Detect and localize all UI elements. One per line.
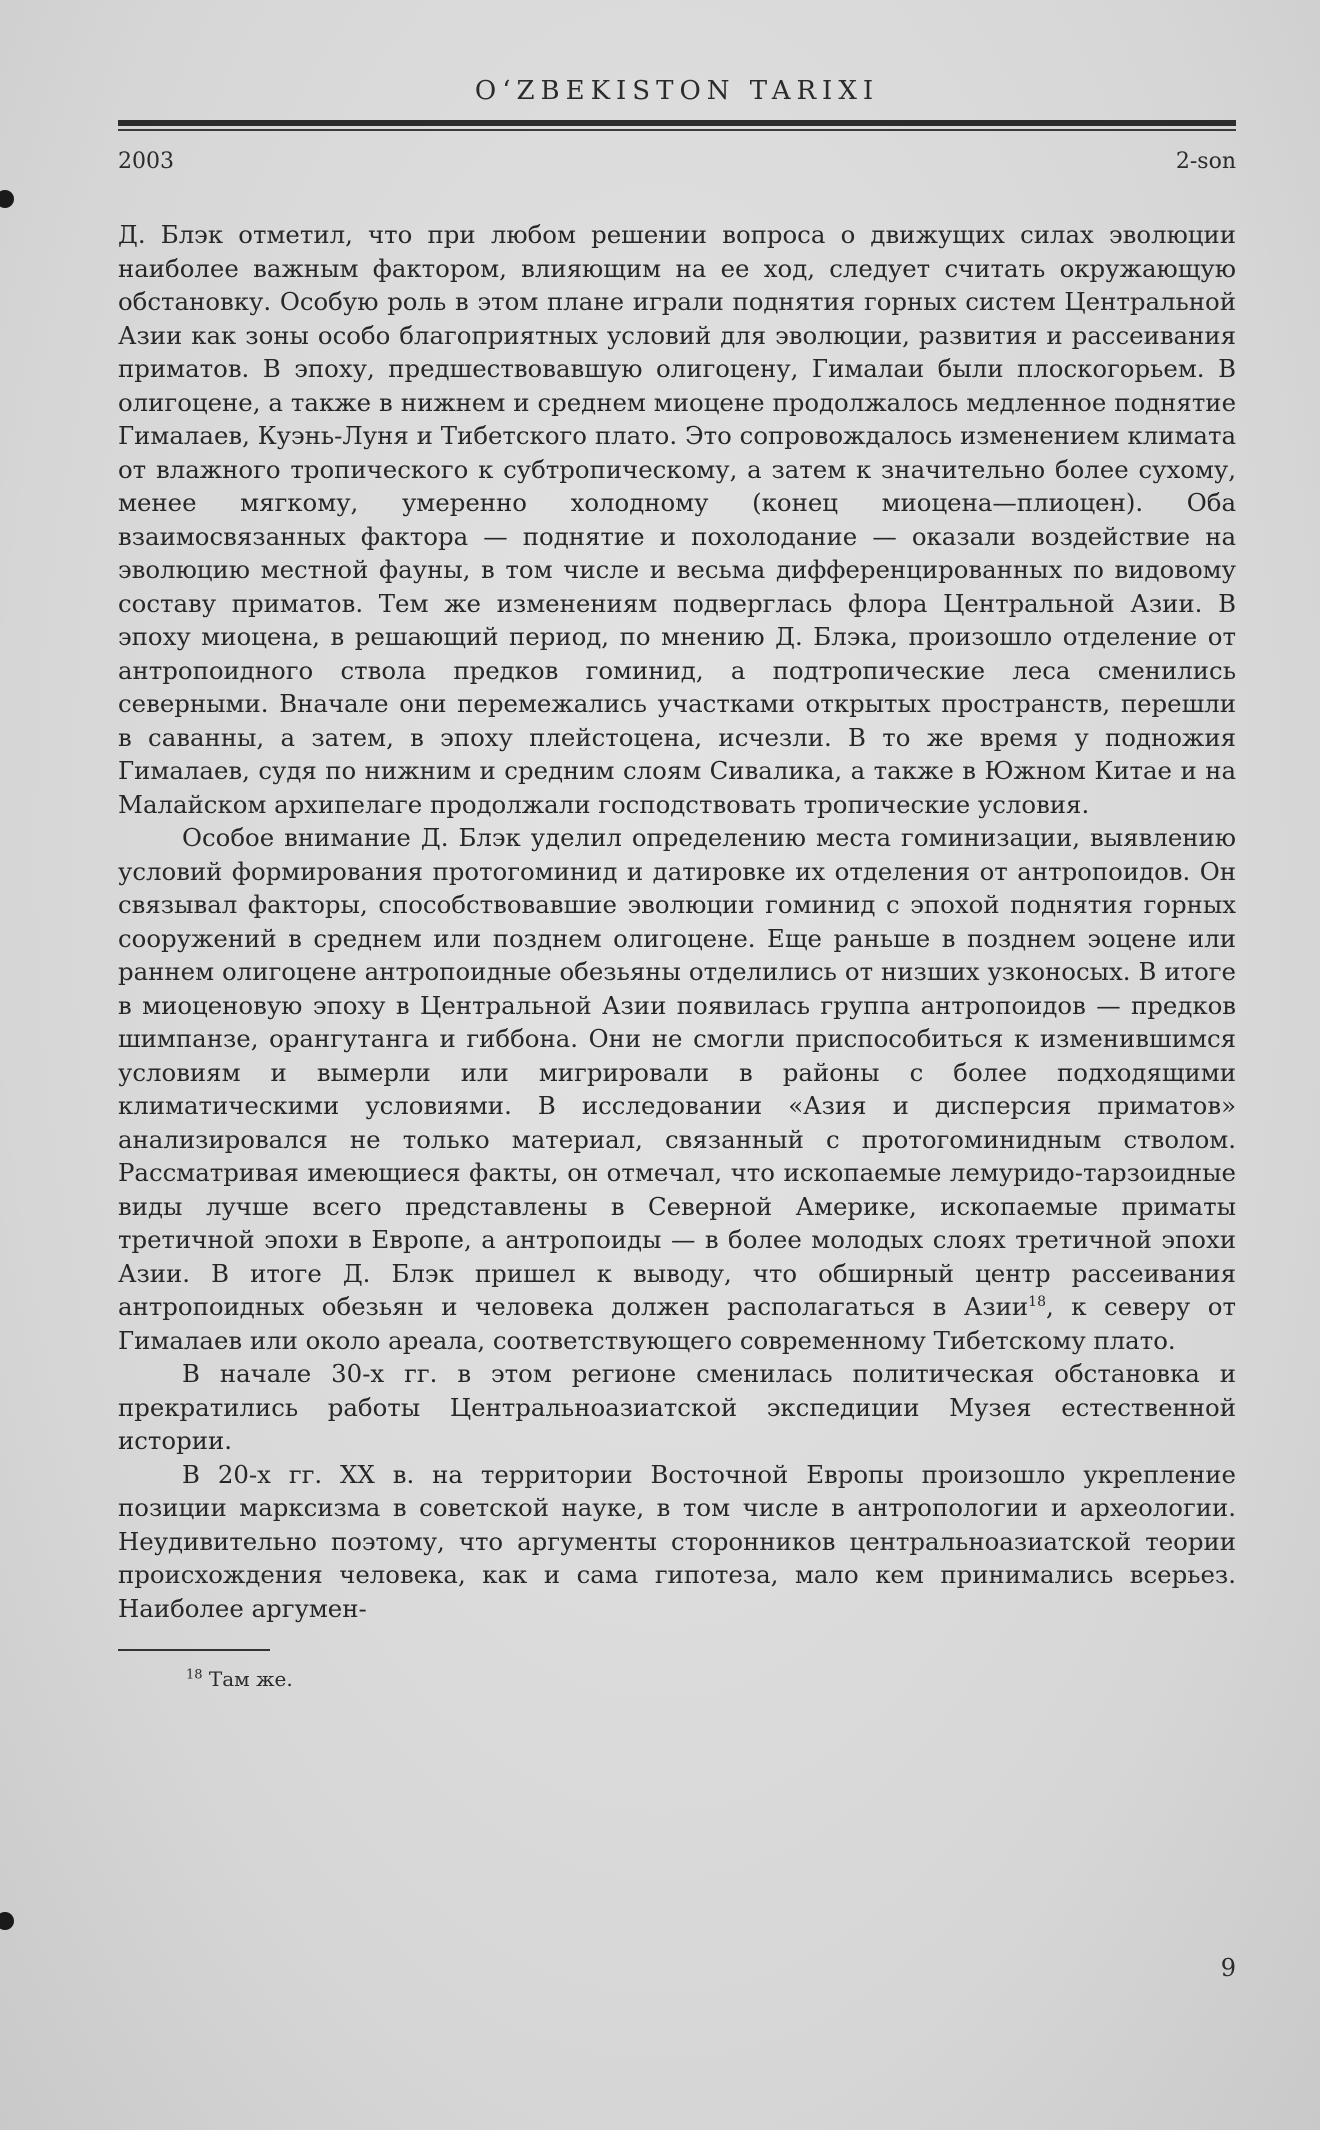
paragraph-3 xyxy=(118,1357,1236,1458)
footnote-text: Там же. xyxy=(208,1667,293,1691)
issue-year: 2003 xyxy=(118,149,174,174)
paragraph-1 xyxy=(118,218,1236,821)
footnote-number: 18 xyxy=(186,1667,203,1683)
paragraph-text: В 20-х гг. XX в. на территории Восточной Европы произошло укрепление позиции марксизма в советской науке, в том числе в антропологии и археологии. Неудивительно поэтому, что аргументы сторонников центральноазиатской теории происхождения человека, как и сама гипотеза, мало кем принимались всерьез. Наиболее аргумен- xyxy=(118,1459,1236,1623)
footnote xyxy=(186,1667,1236,1691)
journal-page xyxy=(118,70,1236,2090)
footnote-separator xyxy=(118,1649,270,1651)
header-rule-thick xyxy=(118,120,1236,126)
paragraph-text-continued: , к северу от Гималаев или около ареала, соответствующего современному Тибетскому плато. xyxy=(118,1292,1236,1355)
issue-number: 2-son xyxy=(1175,149,1236,174)
journal-title: OʻZBEKISTON TARIXI xyxy=(474,76,880,106)
page-number: 9 xyxy=(1220,1954,1236,1982)
footnote-reference: 18 xyxy=(1028,1293,1046,1310)
paragraph-text: Особое внимание Д. Блэк уделил определению места гоминизации, выявлению условий формирования протогоминид и датировке их отделения от антропоидов. Он связывал факторы, способствовавшие эволюции гоминид с эпохой поднятия горных сооружений в среднем или позднем олигоцене. Еще раньше в позднем эоцене или раннем олигоцене антропоидные обезьяны отделились от низших узконосых. В итоге в миоценовую эпоху в Центральной Азии появилась группа антропоидов — предков шимпанзе, орангутанга и гиббона. Они не смогли приспособиться к изменившимся условиям и вымерли или мигрировали в районы с более подходящими климатическими условиями. В исследовании «Азия и дисперсия приматов» анализировался не только материал, связанный с протогоминидным стволом. Рассматривая имеющиеся факты, он отмечал, что ископаемые лемуридо-тарзоидные виды лучше всего представлены в Северной Америке, ископаемые приматы третичной эпохи в Европе, а антропоиды — в более молодых слоях третичной эпохи Азии. В итоге Д. Блэк пришел к выводу, что обширный центр рассеивания антропоидных обезьян и человека должен располагаться в Азии xyxy=(118,823,1236,1321)
paragraph-2 xyxy=(118,821,1236,1357)
paragraph-4 xyxy=(118,1458,1236,1626)
paragraph-text: Д. Блэк отметил, что при любом решении вопроса о движущих силах эволюции наиболее важным фактором, влияющим на ее ход, следует считать окружающую обстановку. Особую роль в этом плане играли поднятия горных систем Центральной Азии как зоны особо благоприятных условий для эволюции, развития и рассеивания приматов. В эпоху, предшествовавшую олигоцену, Гималаи были плоскогорьем. В олигоцене, а также в нижнем и среднем миоцене продолжалось медленное поднятие Гималаев, Куэнь-Луня и Тибетского плато. Это сопровождалось изменением климата от влажного тропического к субтропическому, а затем к значительно более сухому, менее мягкому, умеренно холодному (конец миоцена—плиоцен). Оба взаимосвязанных фактора — поднятие и похолодание — оказали воздействие на эволюцию местной фауны, в том числе и весьма дифференцированных по видовому составу приматов. Тем же изменениям подверглась флора Центральной Азии. В эпоху миоцена, в решающий период, по мнению Д. Блэка, произошло отделение от антропоидного ствола предков гоминид, а подтропические леса сменились северными. Вначале они перемежались участками открытых пространств, перешли в саванны, а затем, в эпоху плейстоцена, исчезли. В то же время у подножия Гималаев, судя по нижним и средним слоям Сивалика, а также в Южном Китае и на Малайском архипелаге продолжали господствовать тропические условия. xyxy=(118,220,1236,819)
article-body xyxy=(118,218,1236,1625)
header-rule-thin xyxy=(118,129,1236,131)
issue-meta xyxy=(118,149,1236,174)
paragraph-text: В начале 30-х гг. в этом регионе сменилась политическая обстановка и прекратились работы Центральноазиатской экспедиции Музея естественной истории. xyxy=(118,1359,1236,1455)
